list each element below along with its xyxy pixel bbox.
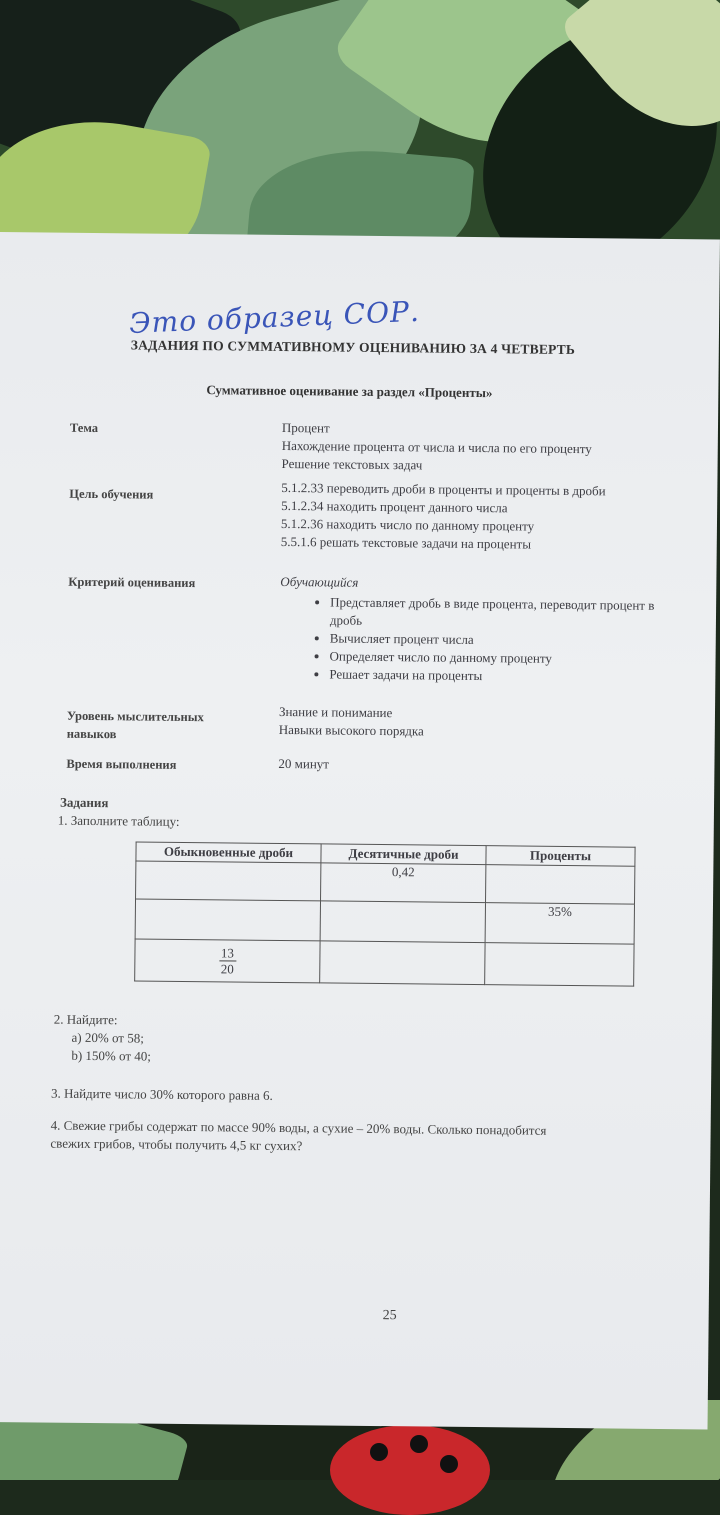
level-value (279, 703, 424, 741)
table-header: Обыкновенные дроби (136, 842, 321, 863)
table-cell-fraction (135, 939, 320, 983)
table-cell-empty[interactable] (320, 941, 485, 985)
table-cell-decimal: 0,42 (321, 863, 486, 903)
level-label-line: навыков (66, 726, 117, 742)
fraction-numerator: 13 (219, 945, 236, 961)
fraction-denominator: 20 (220, 960, 234, 976)
fill-in-table (134, 841, 635, 986)
task-4 (50, 1117, 546, 1158)
criteria-item: • Определяет число по данному проценту (329, 647, 659, 668)
table-header: Десятичные дроби (321, 844, 486, 865)
table-cell-empty[interactable] (485, 943, 634, 987)
topic-line: Процент (281, 419, 330, 436)
goal-value (281, 479, 606, 554)
table-cell-empty[interactable] (486, 865, 635, 905)
task-2b: b) 150% от 40; (71, 1047, 151, 1064)
table-cell-empty[interactable] (136, 861, 321, 901)
page-number: 25 (382, 1308, 397, 1324)
task-1: 1. Заполните таблицу: (57, 812, 180, 829)
task-4-line: свежих грибов, чтобы получить 4,5 кг сухих? (50, 1135, 303, 1154)
criteria-item: • Решает задачи на проценты (329, 665, 659, 686)
tasks-heading: Задания (59, 794, 109, 811)
goal-line: 5.1.2.36 находить число по данному проценту (280, 515, 535, 534)
table-cell-percent: 35% (485, 903, 634, 945)
time-value: 20 минут (278, 755, 330, 772)
topic-line: Нахождение процента от числа и числа по его проценту (281, 437, 592, 457)
table-cell-empty[interactable] (135, 899, 320, 941)
criteria-intro: Обучающийся (280, 573, 359, 590)
level-line: Навыки высокого порядка (278, 721, 424, 739)
page-title: ЗАДАНИЯ ПО СУММАТИВНОМУ ОЦЕНИВАНИЮ ЗА 4 ЧЕТВЕРТЬ (130, 337, 576, 358)
criteria-item: • Вычисляет процент числа (330, 629, 660, 650)
level-label-line: Уровень мыслительных (66, 708, 204, 725)
table-row (135, 939, 634, 986)
table-row (136, 861, 635, 904)
topic-value (281, 419, 592, 476)
topic-line: Решение текстовых задач (281, 455, 423, 473)
task-2a: a) 20% от 58; (71, 1029, 144, 1046)
task-2-text: 2. Найдите: (53, 1011, 118, 1028)
time-label: Время выполнения (66, 756, 177, 772)
page-subtitle: Суммативное оценивание за раздел «Проценты» (206, 382, 493, 401)
task-2 (53, 1011, 151, 1066)
goal-line: 5.1.2.33 переводить дроби в проценты и проценты в дроби (281, 479, 606, 499)
goal-line: 5.5.1.6 решать текстовые задачи на проценты (280, 533, 532, 552)
task-4-line: 4. Свежие грибы содержат по массе 90% воды, а сухие – 20% воды. Сколько понадобится (50, 1117, 547, 1138)
criteria-item: • Представляет дробь в виде процента, переводит процент в дробь (330, 593, 660, 632)
goal-line: 5.1.2.34 находить процент данного числа (281, 497, 508, 516)
criteria-value (279, 573, 660, 687)
level-line: Знание и понимание (278, 703, 393, 721)
table-header: Проценты (486, 846, 635, 867)
ladybug-decoration (330, 1425, 490, 1515)
table-cell-empty[interactable] (320, 901, 485, 943)
level-label (67, 707, 204, 744)
handwritten-note: Это образец СОР. (128, 294, 421, 340)
task-3: 3. Найдите число 30% которого равна 6. (50, 1085, 273, 1103)
fraction (219, 945, 236, 976)
paper-sheet (0, 232, 720, 1429)
topic-label: Тема (69, 420, 99, 436)
criteria-label: Критерий оценивания (68, 574, 196, 591)
table-row (135, 899, 634, 944)
goal-label: Цель обучения (69, 486, 154, 502)
background-leaf-fabric (0, 0, 720, 260)
criteria-list (279, 593, 660, 687)
